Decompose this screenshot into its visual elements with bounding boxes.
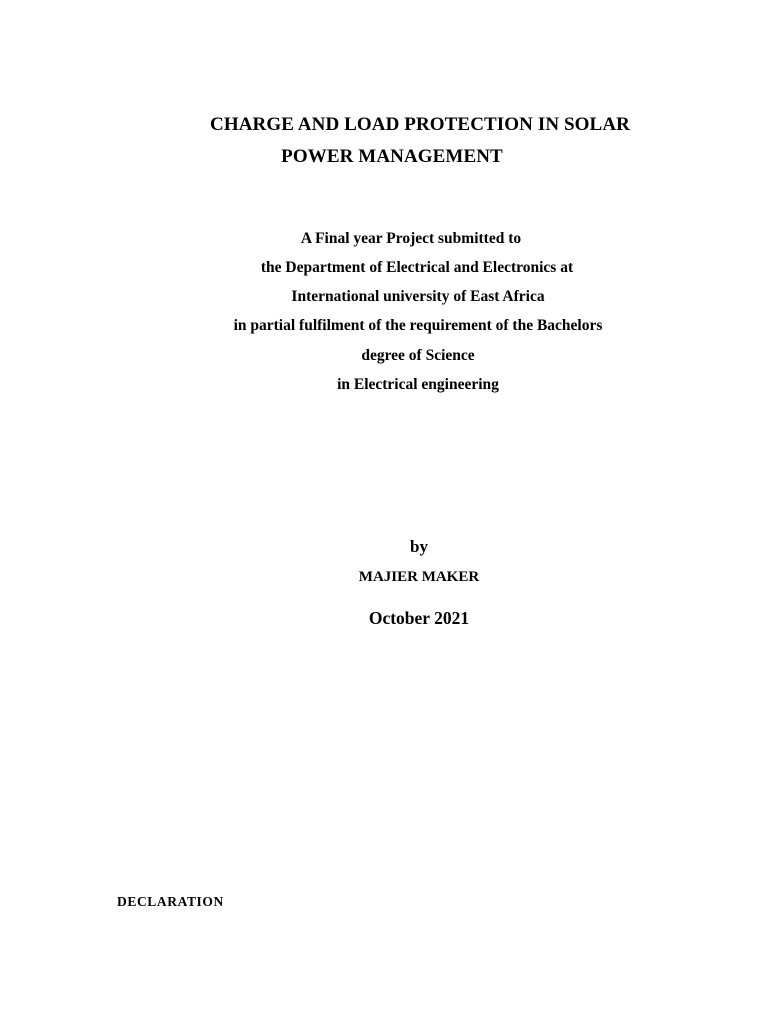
declaration-heading: DECLARATION: [117, 894, 224, 909]
submission-line-5: degree of Science: [361, 347, 475, 364]
title-line-1: CHARGE AND LOAD PROTECTION IN SOLAR: [210, 114, 630, 135]
submission-line-3: International university of East Africa: [291, 288, 545, 305]
submission-line-6: in Electrical engineering: [337, 376, 499, 393]
author-name: MAJIER MAKER: [358, 569, 480, 585]
submission-line-2: the Department of Electrical and Electronics at: [260, 259, 574, 276]
submission-line-4: in partial fulfilment of the requirement of the Bachelors: [233, 317, 603, 334]
submission-line-1: A Final year Project submitted to: [300, 230, 522, 247]
by-label: by: [410, 537, 428, 556]
title-line-2: POWER MANAGEMENT: [281, 146, 503, 167]
submission-date: October 2021: [368, 608, 470, 628]
